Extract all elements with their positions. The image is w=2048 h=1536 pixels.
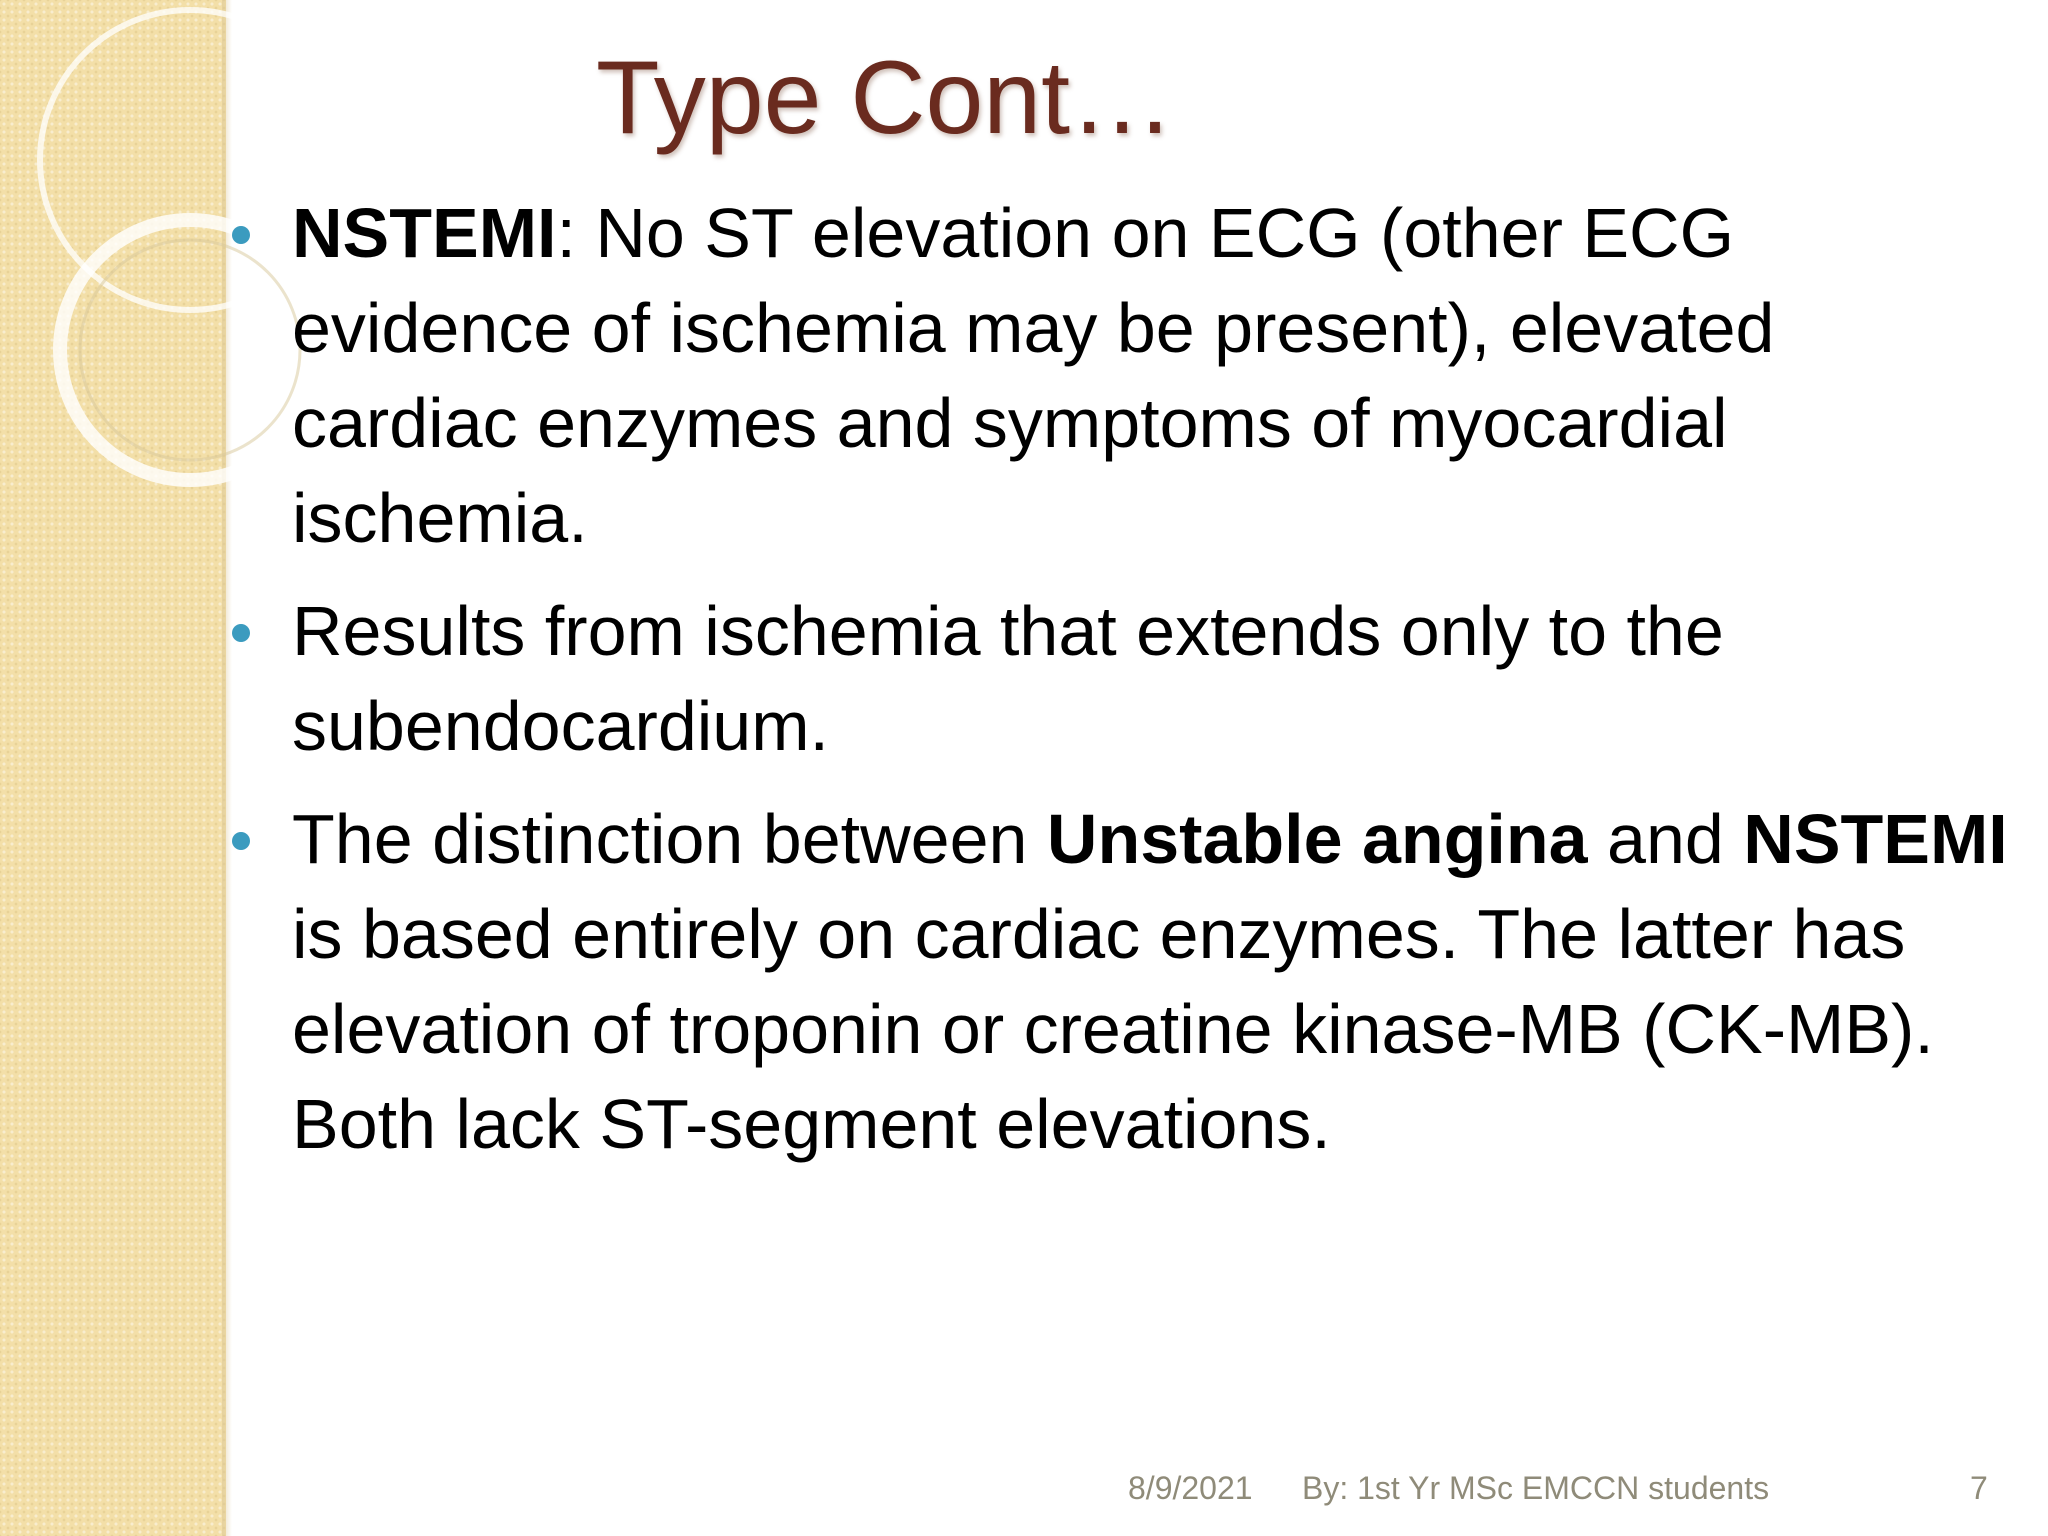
- bullet-list: [228, 186, 2018, 1190]
- footer-date: 8/9/2021: [1128, 1470, 1253, 1506]
- bullet-text: : No ST elevation on ECG (other ECG evidence of ischemia may be present), elevated cardiac enzymes and symptoms of myocardial ischemia.: [292, 194, 1775, 557]
- slide-title: Type Cont…: [596, 40, 1175, 156]
- bullet-bold-term: NSTEMI: [1743, 800, 2008, 878]
- bullet-text: and: [1587, 800, 1744, 878]
- slide-number: 7: [1970, 1470, 1988, 1506]
- bullet-item: [228, 186, 2018, 566]
- bullet-text: Results from ischemia that extends only to the subendocardium.: [292, 592, 1724, 765]
- bullet-bold-term: NSTEMI: [292, 194, 557, 272]
- bullet-text: The distinction between: [292, 800, 1047, 878]
- bullet-item: [228, 792, 2018, 1172]
- bullet-dot-icon: [232, 832, 250, 850]
- footer-text: By: 1st Yr MSc EMCCN students: [1302, 1470, 1770, 1506]
- bullet-item: [228, 584, 2018, 774]
- bullet-dot-icon: [232, 624, 250, 642]
- bullet-dot-icon: [232, 226, 250, 244]
- bullet-bold-term: Unstable angina: [1046, 800, 1588, 878]
- bullet-text: is based entirely on cardiac enzymes. The latter has elevation of troponin or creatine kinase-MB (CK-MB). Both lack ST-segment elevations.: [292, 895, 1934, 1163]
